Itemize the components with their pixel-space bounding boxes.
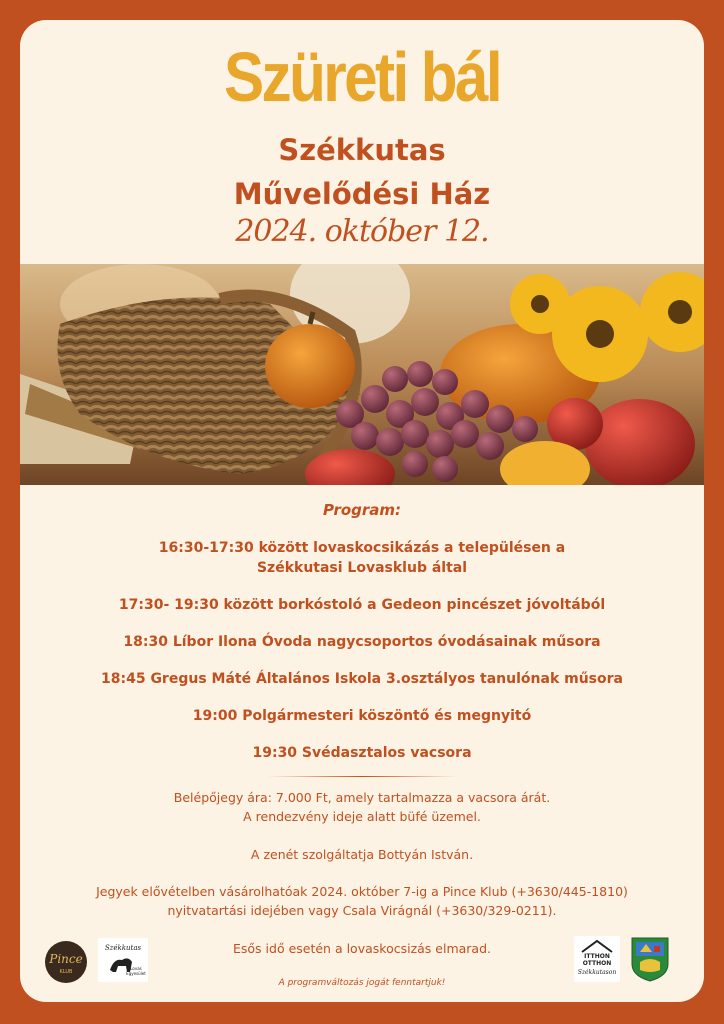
event-date: 2024. október 12.: [235, 214, 489, 249]
presale-line-1: Jegyek elővételben vásárolhatóak 2024. október 7-ig a Pince Klub (+3630/445-1810): [96, 884, 628, 899]
presale-line-2: nyitvatartási idejében vagy Csala Virágnál (+3630/329-0211).: [167, 903, 557, 918]
program-item: [20, 595, 704, 615]
music-info: A zenét szolgáltatja Bottyán István.: [250, 847, 474, 862]
program-item-text: 16:30-17:30 között lovaskocsikázás a településen a: [158, 540, 566, 556]
presale-info: [20, 882, 704, 920]
itthon-logo-text: ITTHON: [584, 953, 610, 960]
program-item: [20, 706, 704, 726]
venue: [20, 128, 704, 216]
program-item: [20, 743, 704, 763]
itthon-logo-text-3: Székkutason: [577, 969, 617, 976]
divider: [267, 776, 457, 777]
itthon-otthon-logo: [574, 936, 620, 982]
ticket-info: [20, 788, 704, 826]
program-item: [20, 538, 704, 578]
ticket-price: Belépőjegy ára: 7.000 Ft, amely tartalmazza a vacsora árát.: [173, 790, 551, 805]
pince-logo-text: Pince: [49, 952, 83, 966]
rain-notice: Esős idő esetén a lovaskocsizás elmarad.: [233, 941, 491, 956]
program-item-text-line2: Székkutasi Lovasklub által: [256, 560, 468, 576]
itthon-logo-text-2: OTTHON: [582, 960, 612, 967]
program-item-text: 18:30 Líbor Ilona Óvoda nagycsoportos óvodásainak műsora: [123, 634, 601, 650]
program-heading: Program:: [322, 501, 402, 519]
harvest-cornucopia-image: [20, 264, 704, 485]
venue-line-1: Székkutas: [278, 133, 446, 167]
lovas-logo-subtext: Lovas: [130, 966, 142, 971]
pince-klub-logo: [44, 940, 88, 984]
lovas-egyesulet-logo: [98, 938, 148, 982]
buffet-info: A rendezvény ideje alatt büfé üzemel.: [243, 809, 481, 824]
program-list: [20, 538, 704, 780]
lovas-logo-text: Székkutas: [104, 944, 142, 952]
event-title: Szüreti bál: [223, 38, 501, 116]
program-item-text: 17:30- 19:30 között borkóstoló a Gedeon pincészet jóvoltából: [118, 597, 606, 613]
pince-logo-subtext: KLUB: [59, 969, 73, 975]
program-item: [20, 632, 704, 652]
szekkutas-coat-of-arms: [630, 936, 670, 982]
program-item-text: 18:45 Gregus Máté Általános Iskola 3.osztályos tanulónak műsora: [101, 671, 623, 687]
venue-line-2: Művelődési Ház: [233, 177, 491, 211]
poster-card: [20, 20, 704, 1002]
lovas-logo-subtext-2: Egyesület: [126, 971, 146, 976]
program-item-text: 19:00 Polgármesteri köszöntő és megnyitó: [192, 708, 532, 724]
footer-note: A programváltozás jogát fenntartjuk!: [278, 978, 446, 988]
program-item-text: 19:30 Svédasztalos vacsora: [252, 745, 472, 761]
program-item: [20, 669, 704, 689]
